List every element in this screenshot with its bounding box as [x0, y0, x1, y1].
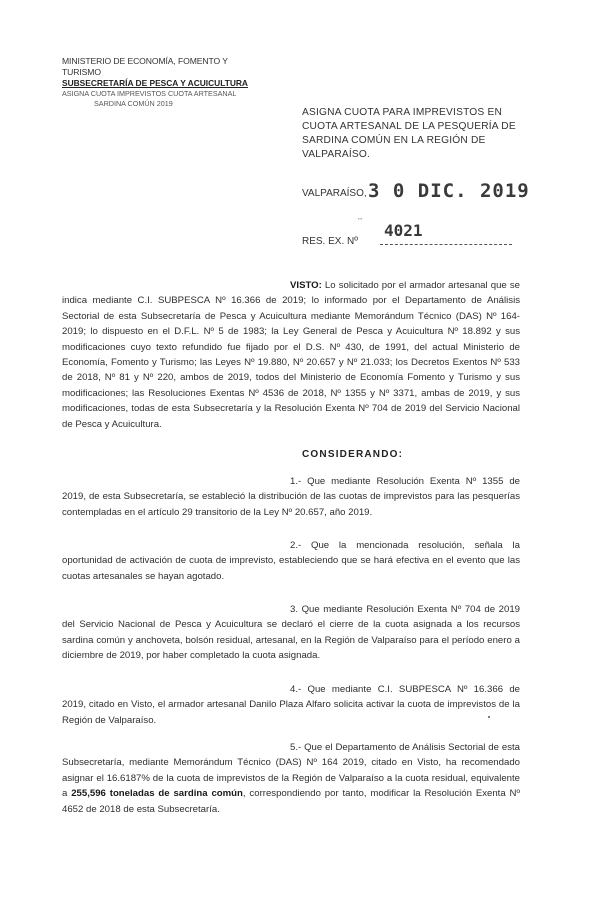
resolution-underline	[380, 244, 512, 245]
considerando-item-4: 4.- Que mediante C.I. SUBPESCA Nº 16.366 de 2019, citado en Visto, el armador artesanal Danilo Plaza Alfaro solicita activar la cuota de imprevistos de la Región de Valparaíso.	[62, 684, 520, 726]
considerando-item-2: 2.- Que la mencionada resolución, señala la oportunidad de activación de cuota de imprevisto, estableciendo que se hará efectiva en el evento que las cuotas artesanales se hayan agotado.	[62, 540, 520, 582]
considerando-item-3: 3. Que mediante Resolución Exenta Nº 704 de 2019 del Servicio Nacional de Pesca y Acuicultura se declaró el cierre de la cuota asignada a los recursos sardina común y anchoveta, bolsón residual, artesanal, en la Región de Valparaíso para el período enero a diciembre de 2019, por haber completado la cuota asignada.	[62, 604, 520, 662]
reference-line-1: ASIGNA CUOTA IMPREVISTOS CUOTA ARTESANAL	[62, 89, 237, 98]
item-5-highlight: 255,596 toneladas de sardina común	[71, 788, 243, 800]
considerando-item-5	[62, 740, 520, 817]
considerando-item-1: 1.- Que mediante Resolución Exenta Nº 1355 de 2019, de esta Subsecretaría, se estableció la distribución de las cuotas de imprevistos para las pesquerías contempladas en el artículo 29 transitorio de la Ley Nº 20.657, año 2019.	[62, 476, 520, 518]
subsecretaria-name: SUBSECRETARÍA DE PESCA Y ACUICULTURA	[62, 78, 248, 88]
visto-label: VISTO:	[290, 280, 322, 291]
resolution-label: RES. EX. Nº	[302, 236, 358, 247]
visto-paragraph	[62, 278, 520, 432]
resolution-number: 4021	[384, 221, 423, 240]
ministry-name: MINISTERIO DE ECONOMÍA, FOMENTO Y TURISMO	[62, 56, 228, 77]
resolution-number-row	[302, 218, 522, 247]
resolution-title: ASIGNA CUOTA PARA IMPREVISTOS EN CUOTA ARTESANAL DE LA PESQUERÍA DE SARDINA COMÚN EN LA REGIÓN DE VALPARAÍSO.	[302, 107, 516, 160]
visto-text: Lo solicitado por el armador artesanal que se indica mediante C.I. SUBPESCA Nº 16.366 de 2019; lo informado por el Departamento de Análisis Sectorial de esta Subsecretaría de Pesca y Acuicultura mediante Memorándum Técnico (DAS) Nº 164-2019; lo dispuesto en el D.F.L. Nº 5 de 1983; la Ley General de Pesca y Acuicultura Nº 18.892 y sus modificaciones cuyo texto refundido fue fijado por el D.S. Nº 430, de 1991, del actual Ministerio de Economía, Fomento y Turismo; las Leyes Nº 19.880, Nº 20.657 y Nº 21.033; los Decretos Exentos Nº 533 de 2018, Nº 81 y Nº 220, ambos de 2019, todos del Ministerio de Economía Fomento y Turismo y sus modificaciones; las Resoluciones Exentas Nº 4536 de 2018, Nº 1355 y Nº 3371, ambas de 2019, y sus modificaciones, todas de esta Subsecretaría y la Resolución Exenta Nº 704 de 2019 del Servicio Nacional de Pesca y Acuicultura.	[62, 280, 520, 430]
item-5-text-a: 5.- Que el Departamento de Análisis Sectorial de esta Subsecretaría, mediante Memorándum Técnico (DAS) Nº 164 2019, citado en Visto, ha recomendado asignar el 16.6187% de la cuota de imprevistos de la Región de Valparaíso a la cuota residual, equivalente a	[62, 742, 520, 800]
stamp-mark: '''	[358, 218, 363, 225]
date-city: VALPARAÍSO,	[302, 188, 367, 199]
considerando-heading: CONSIDERANDO:	[302, 449, 404, 460]
date-row	[302, 180, 542, 204]
reference-line-2: SARDINA COMÚN 2019	[94, 99, 173, 108]
letterhead	[62, 56, 262, 109]
scan-speck	[488, 716, 490, 718]
date-stamp: 3 0 DIC. 2019	[368, 180, 530, 202]
item-5-text-b: , correspondiendo por tanto, modificar la Resolución Exenta Nº 4652 de 2018 de esta Subsecretaría.	[62, 788, 520, 815]
